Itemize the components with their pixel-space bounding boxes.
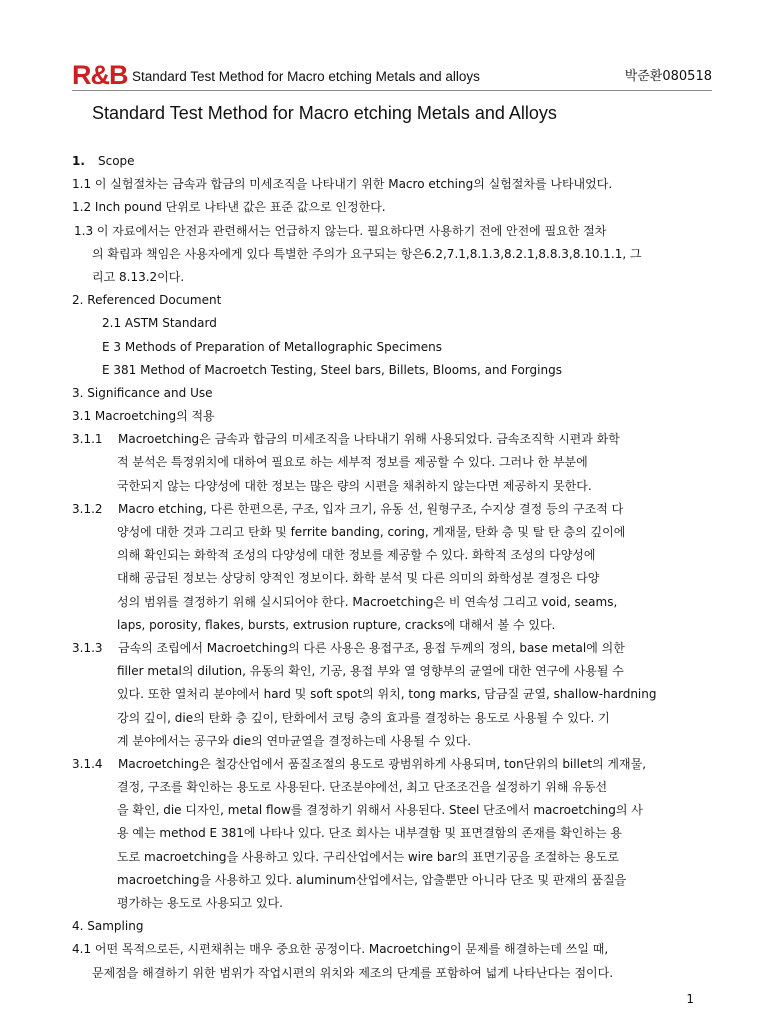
section-heading-significance: 3. Significance and Use [72, 385, 213, 400]
paragraph-line: filler metal의 dilution, 유동의 확인, 기공, 용접 부와 열 영향부의 균열에 대한 연구에 사용될 수 [117, 664, 624, 679]
paragraph-line: 3.1.1 Macroetching은 금속과 합금의 미세조직을 나타내기 위해 사용되었다. 금속조직학 시편과 화학 [72, 432, 620, 447]
paragraph-line: 국한되지 않는 다양성에 대한 정보는 많은 량의 시편을 채취하지 않는다면 제공하지 못한다. [117, 478, 592, 493]
document-title: Standard Test Method for Macro etching Metals and Alloys [92, 103, 557, 123]
paragraph-line: 문제점을 해결하기 위한 범위가 작업시편의 위치와 제조의 단계를 포함하여 넓게 나타난다는 점이다. [92, 965, 614, 980]
paragraph-line: 3.1.2 Macro etching, 다른 한편으론, 구조, 입자 크기, 유동 선, 원형구조, 수지상 결정 등의 구조적 다 [72, 501, 624, 516]
paragraph-line: 3.1.3 금속의 조립에서 Macroetching의 다른 사용은 용접구조, 용접 두께의 정의, base metal에 의한 [72, 640, 625, 655]
paragraph-line: 리고 8.13.2이다. [92, 269, 185, 284]
document-body [72, 150, 708, 985]
header-title: Standard Test Method for Macro etching Metals and alloys [132, 69, 480, 84]
paragraph-line: 결정, 구조를 확인하는 용도로 사용된다. 단조분야에선, 최고 단조조건을 설정하기 위해 유동선 [117, 780, 608, 795]
paragraph-line: 4.1 어떤 목적으로든, 시편채취는 매우 중요한 공정이다. Macroetching이 문제를 해결하는데 쓰일 때, [72, 942, 609, 957]
paragraph-line: 성의 범위를 결정하기 위해 실시되어야 한다. Macroetching은 비 연속성 그리고 void, seams, [117, 594, 618, 609]
paragraph-line: 의 확립과 책임은 사용자에게 있다 특별한 주의가 요구되는 항은6.2,7.1,8.1.3,8.2.1,8.8.3,8.10.1.1, 그 [92, 246, 642, 261]
section-heading-scope: 1. Scope [72, 154, 135, 168]
paragraph-line: 대해 공급된 정보는 상당히 양적인 정보이다. 화학 분석 및 다른 의미의 화학성분 결정은 다양 [117, 571, 600, 586]
paragraph-line: 적 분석은 특정위치에 대하여 필요로 하는 세부적 정보를 제공할 수 있다. 그러나 한 부분에 [117, 455, 588, 470]
paragraph-line: macroetching을 사용하고 있다. aluminum산업에서는, 압출뿐만 아니라 단조 및 판재의 품질을 [117, 872, 627, 887]
paragraph-line: laps, porosity, flakes, bursts, extrusion rupture, cracks에 대해서 볼 수 있다. [117, 617, 556, 632]
header-doc-id: 박준환080518 [624, 69, 712, 84]
section-heading-sampling: 4. Sampling [72, 919, 144, 934]
paragraph-line: 도로 macroetching을 사용하고 있다. 구리산업에서는 wire bar의 표면기공을 조절하는 용도로 [117, 849, 619, 864]
paragraph-line: 강의 깊이, die의 탄화 층 깊이, 탄화에서 코팅 층의 효과를 결정하는 용도로 사용될 수 있다. 기 [117, 710, 610, 725]
paragraph-line: 1.1 이 실험절차는 금속과 합금의 미세조직을 나타내기 위한 Macro etching의 실험절차를 나타내었다. [72, 177, 613, 192]
paragraph-line: 양성에 대한 것과 그리고 탄화 및 ferrite banding, coring, 게재물, 탄화 층 및 탈 탄 층의 깊이에 [117, 525, 626, 539]
paragraph-line: 을 확인, die 디자인, metal flow를 결정하기 위해서 사용된다. Steel 단조에서 macroetching의 사 [117, 803, 643, 818]
paragraph-line: 2.1 ASTM Standard [102, 316, 217, 331]
paragraph-line: 3.1.4 Macroetching은 철강산업에서 품질조절의 용도로 광범위하게 사용되며, ton단위의 billet의 게재물, [72, 756, 647, 771]
reference-item: E 3 Methods of Preparation of Metallographic Specimens [102, 339, 442, 354]
paragraph-line: 있다. 또한 열처리 분야에서 hard 및 soft spot의 위치, tong marks, 담금질 균열, shallow-hardning [117, 687, 657, 702]
paragraph-line: 1.3 이 자료에서는 안전과 관련해서는 언급하지 않는다. 필요하다면 사용하기 전에 안전에 필요한 절차 [74, 223, 607, 238]
paragraph-line: 용 예는 method E 381에 나타나 있다. 단조 회사는 내부결함 및 표면결함의 존재를 확인하는 용 [117, 826, 622, 841]
company-logo: R&B [72, 60, 128, 90]
paragraph-line: 계 분야에서는 공구와 die의 연마균열을 결정하는데 사용될 수 있다. [117, 733, 472, 748]
paragraph-line: 평가하는 용도로 사용되고 있다. [117, 896, 283, 910]
reference-item: E 381 Method of Macroetch Testing, Steel bars, Billets, Blooms, and Forgings [102, 362, 562, 377]
paragraph-line: 3.1 Macroetching의 적용 [72, 409, 215, 424]
page-number: 1 [686, 992, 694, 1006]
paragraph-line: 1.2 Inch pound 단위로 나타낸 값은 표준 값으로 인정한다. [72, 200, 386, 215]
paragraph-line: 의해 확인되는 화학적 조성의 다양성에 대한 정보를 제공할 수 있다. 화학적 조성의 다양성에 [117, 548, 596, 563]
header-divider [72, 90, 712, 91]
page-header [72, 60, 712, 90]
section-heading-references: 2. Referenced Document [72, 293, 222, 308]
